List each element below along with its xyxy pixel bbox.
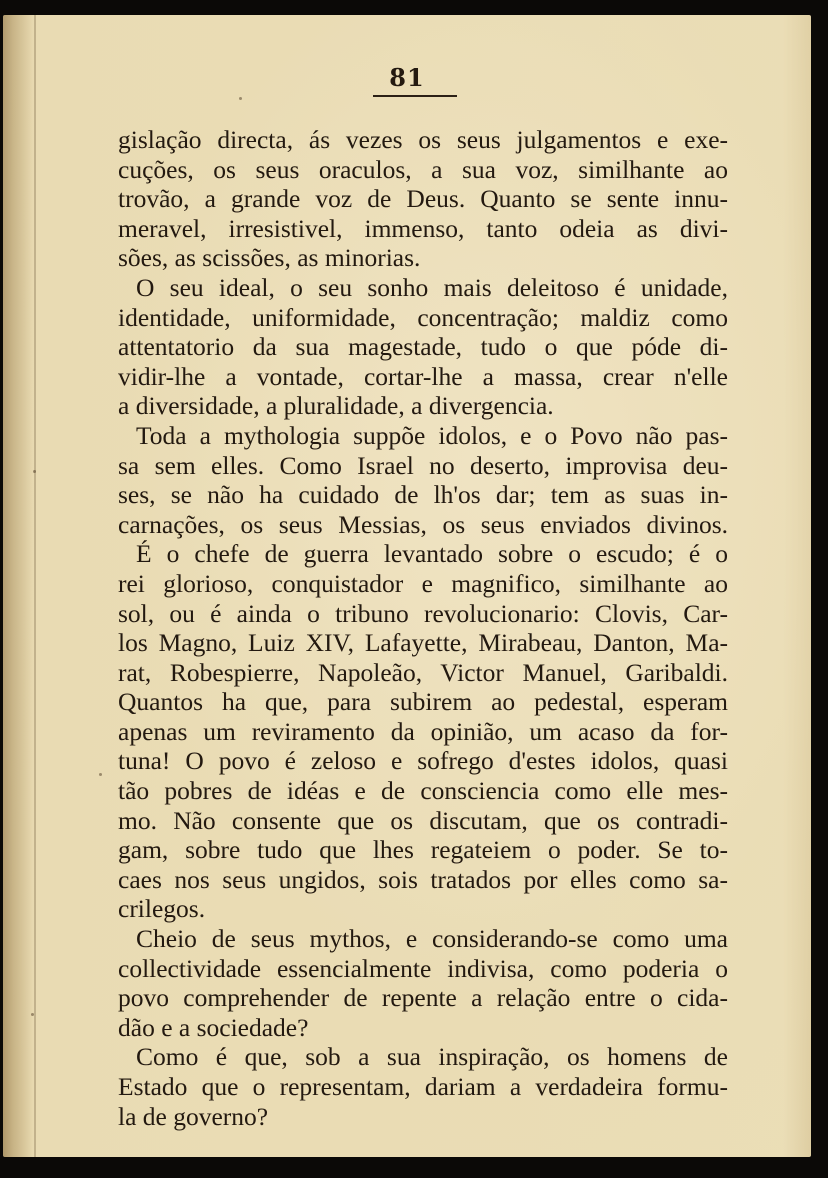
body-text <box>118 125 728 1131</box>
text-line: tão pobres de idéas e de consciencia como elle mes- <box>118 776 728 806</box>
page-gutter-line <box>34 15 36 1157</box>
text-line: rat, Robespierre, Napoleão, Victor Manuel, Garibaldi. <box>118 657 728 687</box>
text-line: la de governo? <box>118 1101 269 1131</box>
text-line: apenas um reviramento da opinião, um acaso da for- <box>118 716 728 746</box>
text-line: gam, sobre tudo que lhes regateiem o poder. Se to- <box>118 835 728 865</box>
text-line: attentatorio da sua magestade, tudo o que póde di- <box>118 332 728 362</box>
text-line: collectividade essencialmente indivisa, como poderia o <box>118 953 728 983</box>
paragraph-start-line: O seu ideal, o seu sonho mais deleitoso é unidade, <box>136 272 728 302</box>
text-line: sões, as scissões, as minorias. <box>118 243 421 273</box>
text-line: sa sem elles. Como Israel no deserto, improvisa deu- <box>118 450 728 480</box>
text-line: carnações, os seus Messias, os seus enviados divinos. <box>118 509 728 539</box>
text-line: Quantos ha que, para subirem ao pedestal, esperam <box>118 687 728 717</box>
text-line: vidir-lhe a vontade, cortar-lhe a massa, crear n'elle <box>118 361 728 391</box>
page-number-rule <box>373 95 457 97</box>
paragraph-start-line: Como é que, sob a sua inspiração, os homens de <box>136 1042 728 1072</box>
paper-speck <box>99 773 102 776</box>
paragraph-start-line: Cheio de seus mythos, e considerando-se como uma <box>136 924 728 954</box>
paper-speck <box>33 470 36 473</box>
text-line: crilegos. <box>118 894 206 924</box>
text-line: gislação directa, ás vezes os seus julgamentos e exe- <box>118 125 728 154</box>
page-gutter-shadow <box>3 15 33 1157</box>
text-line: rei glorioso, conquistador e magnifico, similhante ao <box>118 568 728 598</box>
book-page <box>3 15 811 1157</box>
text-line: trovão, a grande voz de Deus. Quanto se sente innu- <box>118 184 728 214</box>
text-line: Estado que o representam, dariam a verdadeira formu- <box>118 1072 728 1101</box>
text-line: a diversidade, a pluralidade, a divergencia. <box>118 391 554 421</box>
text-line: mo. Não consente que os discutam, que os contradi- <box>118 805 728 835</box>
text-line: povo comprehender de repente a relação entre o cida- <box>118 983 728 1013</box>
text-line: identidade, uniformidade, concentração; maldiz como <box>118 302 728 332</box>
text-line: meravel, irresistivel, immenso, tanto odeia as divi- <box>118 213 728 243</box>
text-line: sol, ou é ainda o tribuno revolucionario: Clovis, Car- <box>118 598 728 628</box>
text-line: los Magno, Luiz XIV, Lafayette, Mirabeau, Danton, Ma- <box>118 628 728 658</box>
paper-speck <box>31 1013 34 1016</box>
text-line: caes nos seus ungidos, sois tratados por elles como sa- <box>118 864 728 894</box>
paper-speck <box>239 97 242 100</box>
paragraph-start-line: É o chefe de guerra levantado sobre o escudo; é o <box>136 539 728 569</box>
text-line: ses, se não ha cuidado de lh'os dar; tem as suas in- <box>118 480 728 510</box>
paragraph-start-line: Toda a mythologia suppõe idolos, e o Povo não pas- <box>136 420 728 450</box>
page-number: 81 <box>389 63 425 92</box>
text-line: dão e a sociedade? <box>118 1012 309 1042</box>
text-line: tuna! O povo é zeloso e sofrego d'estes idolos, quasi <box>118 746 728 776</box>
text-line: cuções, os seus oraculos, a sua voz, similhante ao <box>118 154 728 184</box>
